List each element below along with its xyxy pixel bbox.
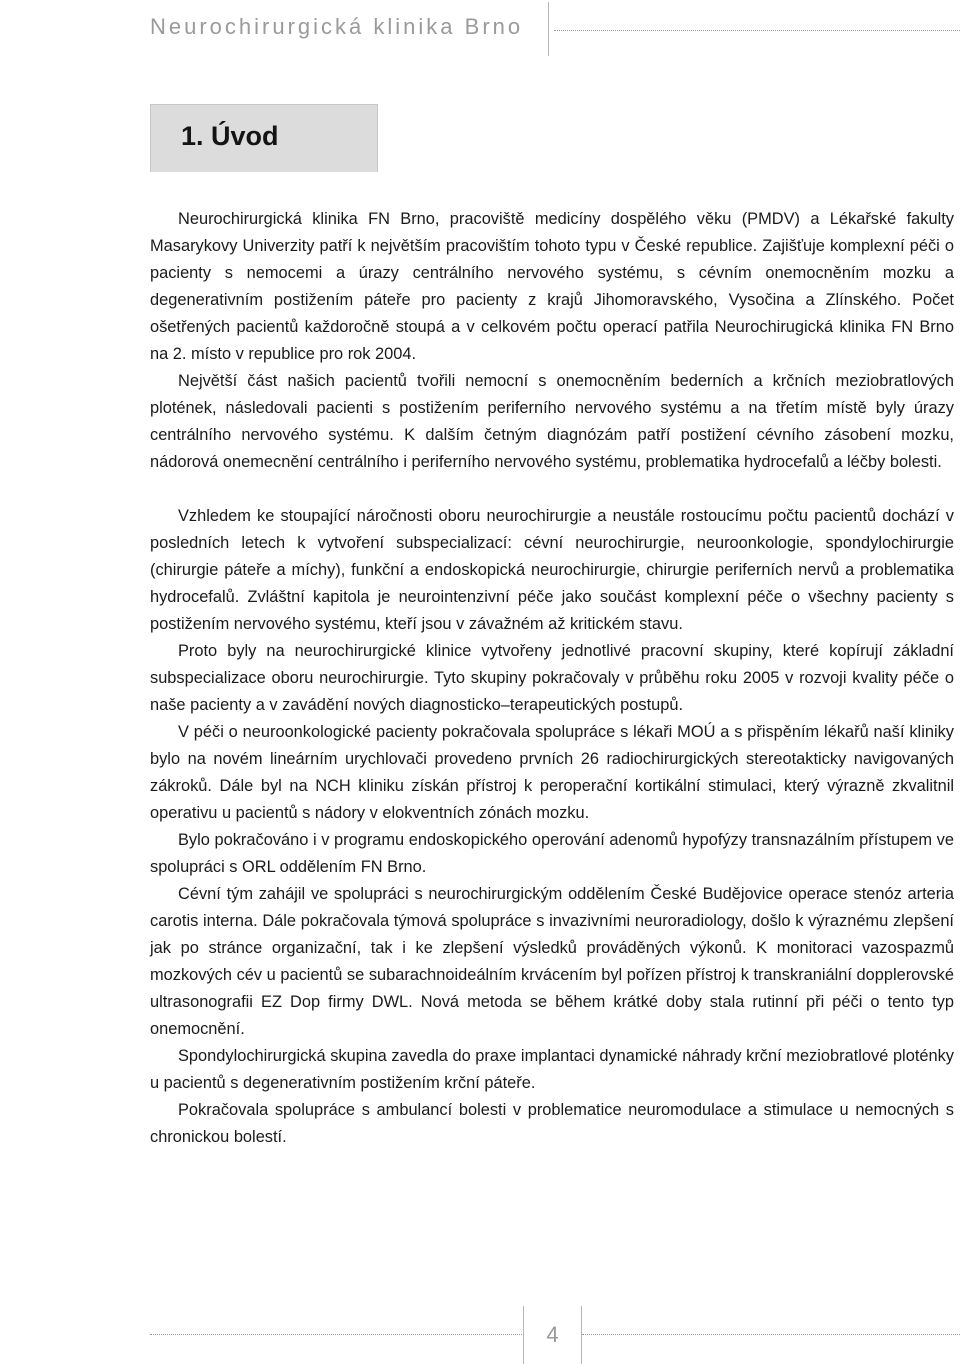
footer-dotted-rule-left: [150, 1334, 524, 1335]
footer-divider-right: [581, 1306, 582, 1364]
paragraph-intro: Neurochirurgická klinika FN Brno, pracoviště medicíny dospělého věku (PMDV) a Lékařské fakulty Masarykovy Univerzity patří k největším pracovištím tohoto typu v České republice. Zajišťuje komplexní péči o pacienty s nemocemi a úrazy centrálního nervového systému, s cévním onemocněním mozku a degenerativním postižením páteře pro pacienty z krajů Jihomoravského, Vysočina a Zlínského. Počet ošetřených pacientů každoročně stoupá a v celkovém počtu operací patřila Neurochirugická klinika FN Brno na 2. místo v republice pro rok 2004.: [150, 210, 954, 363]
paragraph-subspecializations: Vzhledem ke stoupající náročnosti oboru neurochirurgie a neustále rostoucímu počtu pacientů dochází v posledních letech k vytvoření subspecializací: cévní neurochirurgie, neuroonkologie, spondylochirurgie (chirurgie páteře a míchy), funkční a endoskopická neurochirurgie, chirurgie periferních nervů a problematika hydrocefalů. Zvláštní kapitola je neurointenzivní péče jako součást komplexní péče o všechny pacienty s postižením nervového systému, kteří jsou v závažném až kritickém stavu.: [150, 507, 954, 633]
paragraph-work-groups: Proto byly na neurochirurgické klinice vytvořeny jednotlivé pracovní skupiny, které kopírují základní subspecializace oboru neurochirurgie. Tyto skupiny pokračovaly v průběhu roku 2005 v rozvoji kvality péče o naše pacienty a v zavádění nových diagnosticko–terapeutických postupů.: [150, 642, 954, 714]
paragraph-endoscopy: Bylo pokračováno i v programu endoskopického operování adenomů hypofýzy transnazálním přístupem ve spolupráci s ORL oddělením FN Brno.: [150, 831, 954, 876]
paragraph-vascular-team: Cévní tým zahájil ve spolupráci s neurochirurgickým oddělením České Budějovice operace stenóz arteria carotis interna. Dále pokračovala týmová spolupráce s invazivními neuroradiology, došlo k výraznému zlepšení jak po stránce organizační, tak i ke zlepšení výsledků prováděných výkonů. K monitoraci vazospazmů mozkových cév u pacientů se subarachnoideálním krvácením byl pořízen přístroj k transkraniální dopplerovské ultrasonografii EZ Dop firmy DWL. Nová metoda se během krátké doby stala rutinní při péči o tento typ onemocnění.: [150, 885, 954, 1038]
running-header-title: Neurochirurgická klinika Brno: [150, 14, 524, 39]
chapter-title: 1. Úvod: [181, 121, 279, 151]
page-number: 4: [546, 1322, 559, 1347]
footer-dotted-rule-right: [582, 1334, 960, 1335]
paragraph-pain-clinic: Pokračovala spolupráce s ambulancí bolesti v problematice neuromodulace a stimulace u nemocných s chronickou bolestí.: [150, 1101, 954, 1146]
chapter-heading-box: [150, 104, 378, 172]
paragraph-neurooncology: V péči o neuroonkologické pacienty pokračovala spolupráce s lékaři MOÚ a s přispěním lékařů naší kliniky bylo na novém lineárním urychlovači provedeno prvních 26 radiochirurgických stereotakticky navigovaných zákroků. Dále byl na NCH kliniku získán přístroj k peroperační kortikální stimulaci, který výrazně zkvalitnil operativu u pacientů s nádory v elokventních zónách mozku.: [150, 723, 954, 822]
body-text: [150, 206, 954, 1151]
header-dotted-rule: [554, 30, 960, 31]
paragraph-diagnoses: Největší část našich pacientů tvořili nemocní s onemocněním bederních a krčních meziobratlových plotének, následovali pacienti s postižením periferního nervového systému a na třetím místě byly úrazy centrálního nervového systému. K dalším četným diagnózám patří postižení cévního zásobení mozku, nádorová onemecnění centrálního i periferního nervového systému, problematika hydrocefalů a léčby bolesti.: [150, 372, 954, 471]
header-divider-vertical: [548, 2, 549, 56]
paragraph-spine-group: Spondylochirurgická skupina zavedla do praxe implantaci dynamické náhrady krční meziobratlové ploténky u pacientů s degenerativním postižením krční páteře.: [150, 1047, 954, 1092]
